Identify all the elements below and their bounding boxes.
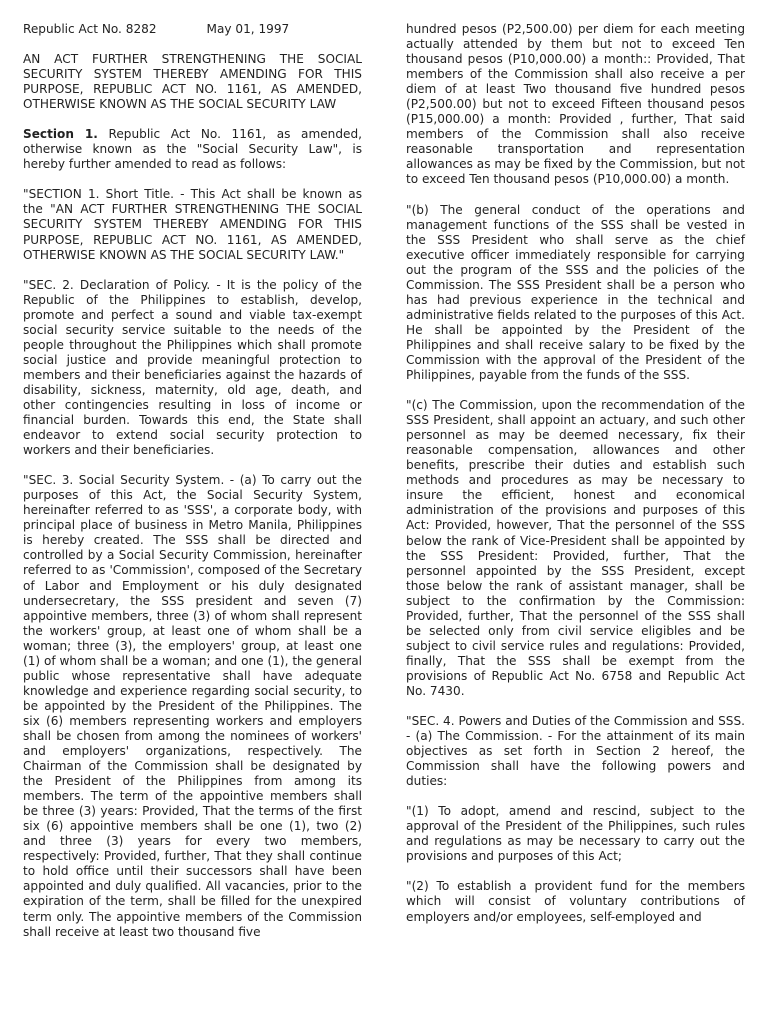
per-diem-paragraph: hundred pesos (P2,500.00) per diem for each meeting actually attended by them but not to exceed Ten thousand pesos (P10,000.00) a month:: Provided, That members of the Commission shall also receive a per diem of at least Two thousand five hundred pesos (P2,500.00) but not to exceed Fifteen thousand pesos (P15,000.00) a month: Provided , further, That said members of the Commission shall also receive reasonable transportation and representation allowances as may be fixed by the Commission, but not to exceed Ten thousand pesos (P10,000.00) a month. — [406, 22, 745, 187]
section-1-paragraph — [23, 127, 362, 172]
sss-president-paragraph: "(b) The general conduct of the operations and management functions of the SSS shall be vested in the SSS President who shall serve as the chief executive officer immediately responsible for carrying out the program of the SSS and the policies of the Commission. The SSS President shall be a person who has had previous experience in the technical and administrative fields related to the purposes of this Act. He shall be appointed by the President of the Philippines and shall receive salary to be fixed by the Commission with the approval of the President of the Philippines, payable from the funds of the SSS. — [406, 202, 745, 383]
left-column — [23, 22, 362, 955]
document-header — [23, 22, 362, 37]
act-number: Republic Act No. 8282 — [23, 22, 157, 36]
powers-and-duties-paragraph: "SEC. 4. Powers and Duties of the Commission and SSS. - (a) The Commission. - For the attainment of its main objectives as set forth in Section 2 hereof, the Commission shall have the following powers and duties: — [406, 714, 745, 789]
right-column — [406, 22, 745, 940]
section-1-label: Section 1. — [23, 127, 98, 142]
act-date: May 01, 1997 — [206, 22, 290, 36]
declaration-of-policy-paragraph: "SEC. 2. Declaration of Policy. - It is the policy of the Republic of the Philippines to establish, develop, promote and perfect a sound and viable tax-exempt social security service suitable to the needs of the people throughout the Philippines which shall promote social justice and provide meaningful protection to members and their beneficiaries against the hazards of disability, sickness, maternity, old age, death, and other contingencies resulting in loss of income or financial burden. Towards this end, the State shall endeavor to extend social security protection to workers and their beneficiaries. — [23, 277, 362, 458]
rules-regulations-paragraph: "(1) To adopt, amend and rescind, subject to the approval of the President of the Philippines, such rules and regulations as may be necessary to carry out the provisions and purposes of this Act; — [406, 804, 745, 864]
social-security-system-paragraph: "SEC. 3. Social Security System. - (a) To carry out the purposes of this Act, the Social Security System, hereinafter referred to as 'SSS', a corporate body, with principal place of business in Metro Manila, Philippines is hereby created. The SSS shall be directed and controlled by a Social Security Commission, hereinafter referred to as 'Commission', composed of the Secretary of Labor and Employment or his duly designated undersecretary, the SSS president and seven (7) appointive members, three (3) of whom shall represent the workers' group, at least one of whom shall be a woman; three (3), the employers' group, at least one (1) of whom shall be a woman; and one (1), the general public whose representative shall have adequate knowledge and experience regarding social security, to be appointed by the President of the Philippines. The six (6) members representing workers and employers shall be chosen from among the nominees of workers' and employers' organizations, respectively. The Chairman of the Commission shall be designated by the President of the Philippines from among its members. The term of the appointive members shall be three (3) years: Provided, That the terms of the first six (6) appointive members shall be one (1), two (2) and three (3) years for every two members, respectively: Provided, further, That they shall continue to hold office until their successors shall have been appointed and duly qualified. All vacancies, prior to the expiration of the term, shall be filled for the unexpired term only. The appointive members of the Commission shall receive at least two thousand five — [23, 473, 362, 939]
short-title-paragraph: "SECTION 1. Short Title. - This Act shall be known as the "AN ACT FURTHER STRENGTHENING THE SOCIAL SECURITY SYSTEM THEREBY AMENDING FOR THIS PURPOSE, REPUBLIC ACT NO. 1161, AS AMENDED, OTHERWISE KNOWN AS THE SOCIAL SECURITY LAW." — [23, 187, 362, 262]
personnel-paragraph: "(c) The Commission, upon the recommendation of the SSS President, shall appoint an actuary, and such other personnel as may be deemed necessary, fix their reasonable compensation, allowances and other benefits, prescribe their duties and establish such methods and procedures as may be necessary to insure the efficient, honest and economical administration of the provisions and purposes of this Act: Provided, however, That the personnel of the SSS below the rank of Vice-President shall be appointed by the SSS President: Provided, further, That the personnel appointed by the SSS President, except those below the rank of assistant manager, shall be subject to the confirmation by the Commission: Provided, further, That the personnel of the SSS shall be selected only from civil service eligibles and be subject to civil service rules and regulations: Provided, finally, That the SSS shall be exempt from the provisions of Republic Act No. 6758 and Republic Act No. 7430. — [406, 398, 745, 698]
section-1-text: Republic Act No. 1161, as amended, otherwise known as the "Social Security Law", is hereby further amended to read as follows: — [23, 127, 362, 172]
provident-fund-paragraph: "(2) To establish a provident fund for the members which will consist of voluntary contributions of employers and/or employees, self-employed and — [406, 879, 745, 924]
act-title: AN ACT FURTHER STRENGTHENING THE SOCIAL SECURITY SYSTEM THEREBY AMENDING FOR THIS PURPOSE, REPUBLIC ACT NO. 1161, AS AMENDED, OTHERWISE KNOWN AS THE SOCIAL SECURITY LAW — [23, 52, 362, 112]
